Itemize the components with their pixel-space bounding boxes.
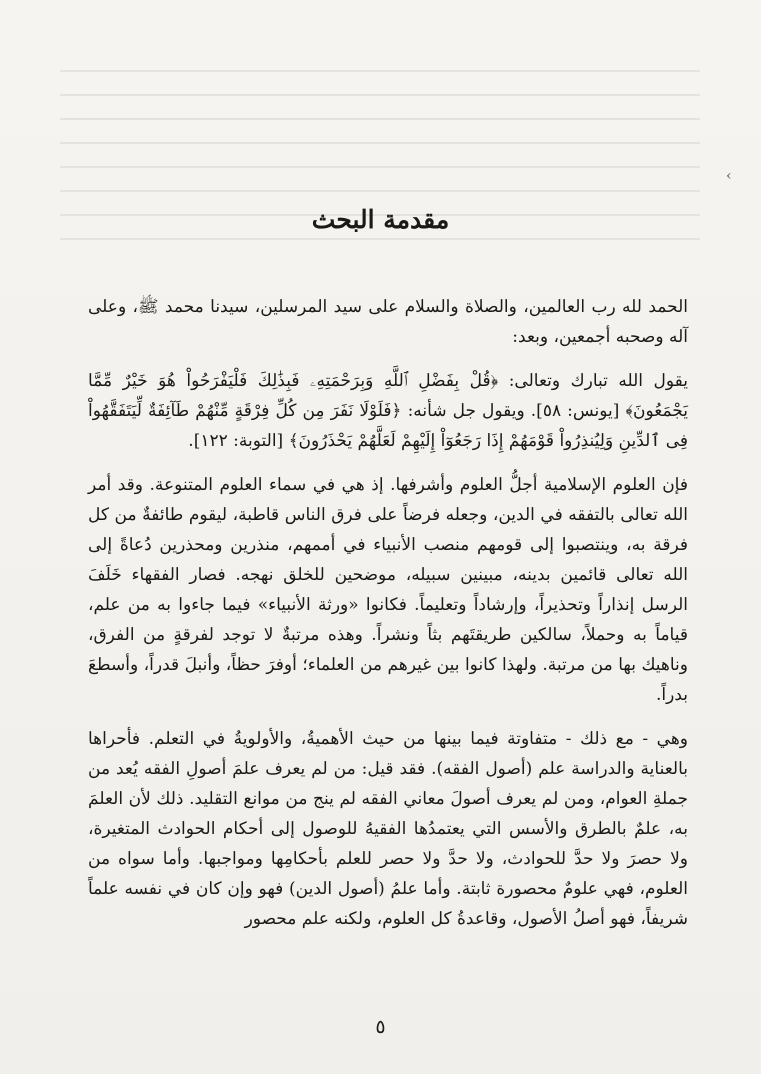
margin-mark: › [726, 168, 732, 184]
paragraph-islamic-sciences: فإن العلوم الإسلامية أجلُّ العلوم وأشرفها. إذ هي في سماء العلوم المتنوعة. وقد أمر الله تعالى بالتفقه في الدين، وجعله فرضاً على فرق الناس قاطبة، ليقوم طائفةٌ من كل فرقة به، وينتصبوا إلى قومهم منصب الأنبياء في أممهم، منذرين ومحذرين دُعاةً إلى الله تعالى قائمين بدينه، مبينين سبيله، موضحين للخلق نهجه. فصار الفقهاء خَلَفَ الرسل إنذاراً وتحذيراً، وإرشاداً وتعليماً. فكانوا «ورثة الأنبياء» فيما جاءوا به من علم، قياماً به وحملاً، سالكين طريقتَهم بثاً ونشراً. وهذه مرتبةٌ لا توجد لفرقةٍ من الفرق، وناهيك بها من مرتبة. ولهذا كانوا بين غيرهم من العلماء؛ أوفرَ حظاً، وأنبلَ قدراً، وأسطعَ بدراً. [88, 475, 688, 705]
body-text [88, 292, 688, 948]
page-number: ٥ [375, 1016, 386, 1038]
paragraph-quran-verses: يقول الله تبارك وتعالى: ﴿قُلْ بِفَضْلِ ٱللَّهِ وَبِرَحْمَتِهِۦ فَبِذَٰلِكَ فَلْيَفْرَحُواْ هُوَ خَيْرٌ مِّمَّا يَجْمَعُونَ﴾ [يونس: ٥٨]. ويقول جل شأنه: ﴿فَلَوْلَا نَفَرَ مِن كُلِّ فِرْقَةٍ مِّنْهُمْ طَآئِفَةٌ لِّيَتَفَقَّهُواْ فِى ٱلدِّينِ وَلِيُنذِرُواْ قَوْمَهُمْ إِذَا رَجَعُوٓاْ إِلَيْهِمْ لَعَلَّهُمْ يَحْذَرُونَ﴾ [التوبة: ١٢٢]. [88, 371, 688, 451]
paragraph-usul-al-fiqh: وهي - مع ذلك - متفاوتة فيما بينها من حيث الأهميةُ، والأولويةُ في التعلم. فأحراها بالعناية والدراسة علم (أصول الفقه). فقد قيل: من لم يعرف علمَ أصولِ الفقه يُعد من جملةِ العوام، ومن لم يعرف أصولَ معاني الفقه لم ينج من موانع التقليد. ذلك لأن العلمَ به، علمٌ بالطرق والأسس التي يعتمدُها الفقيهُ للوصول إلى أحكام الحوادث المتغيرة، ولا حصرَ ولا حدَّ للحوادث، ولا حدَّ ولا حصر للعلم بأحكامِها ومواجبها. وأما سواه من العلوم، فهي علومٌ محصورة ثابتة. وأما علمُ (أصول الدين) فهو وإن كان في نفسه علماً شريفاً، فهو أصلُ الأصول، وقاعدةُ كل العلوم، ولكنه علم محصور [88, 729, 688, 929]
page-title: مقدمة البحث [311, 205, 450, 234]
paragraph-opening: الحمد لله رب العالمين، والصلاة والسلام على سيد المرسلين، سيدنا محمد ﷺ، وعلى آله وصحبه أجمعين، وبعد: [88, 297, 688, 347]
